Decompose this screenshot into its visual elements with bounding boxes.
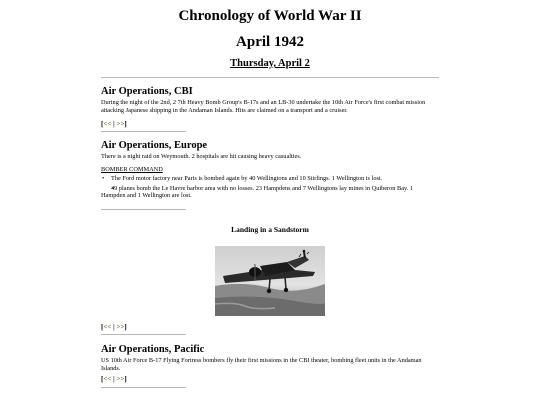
nav-separator: | (113, 375, 115, 383)
nav-separator: | (113, 120, 115, 128)
divider (101, 77, 439, 78)
list-item: • 49 planes bomb the Le Havre harbor area with no losses. 23 Hampdens and 7 Wellingtons lay mines in Quiberon Bay. 1 Hampden and 1 Wellington are lost. (101, 185, 439, 200)
nav-bracket-open: [ (101, 323, 104, 331)
section-europe-title: Air Operations, Europe (101, 140, 208, 151)
photo-landing-sandstorm (215, 246, 325, 316)
list-item: • The Ford motor factory near Paris is bombed again by 40 Wellingtons and 10 Stirlings. 1 Wellington is lost. (101, 175, 439, 183)
photo-caption: Landing in a Sandstorm (231, 225, 309, 234)
nav-links-1 (101, 120, 127, 128)
section-cbi-text: During the night of the 2nd, 2 7th Heavy Bomb Group's B-17s and an LB-30 undertake the 10th Air Force's first combat mission attacking Japanese shipping in the Andaman Islands. Hits are claimed on a transport and a cruiser. (101, 99, 426, 114)
nav-bracket-open: [ (101, 375, 104, 383)
nav-links-2 (101, 323, 127, 331)
nav-separator: | (113, 323, 115, 331)
nav-bracket-close: ] (124, 323, 127, 331)
next-link[interactable]: >> (116, 120, 125, 128)
prev-link[interactable]: << (103, 323, 112, 331)
bomber-command-link[interactable]: BOMBER COMMAND (101, 165, 163, 173)
nav-bracket-close: ] (124, 120, 127, 128)
nav-bracket-open: [ (101, 120, 104, 128)
page-title: Chronology of World War II (178, 8, 362, 24)
section-pacific-text: US 10th Air Force B-17 Flying Fortress bombers fly their first missions in the CBI theater, bombing fleet units in the Andaman Islands. (101, 357, 422, 372)
section-europe-text: There is a night raid on Weymouth. 2 hospitals are hit causing heavy casualties. (101, 153, 302, 160)
section-pacific-title: Air Operations, Pacific (101, 344, 205, 355)
bomber-command-list (101, 175, 439, 200)
section-europe (101, 140, 439, 200)
nav-bracket-close: ] (124, 375, 127, 383)
date-heading: Thursday, April 2 (230, 58, 310, 69)
divider (101, 334, 186, 335)
section-pacific (101, 344, 439, 372)
next-link[interactable]: >> (116, 323, 125, 331)
prev-link[interactable]: << (103, 120, 112, 128)
divider (101, 131, 186, 132)
month-heading: April 1942 (236, 34, 304, 50)
divider (101, 387, 186, 388)
prev-link[interactable]: << (103, 375, 112, 383)
divider (101, 209, 186, 210)
next-link[interactable]: >> (116, 375, 125, 383)
section-cbi (101, 86, 439, 114)
nav-links-3 (101, 375, 127, 383)
section-cbi-title: Air Operations, CBI (101, 86, 193, 97)
